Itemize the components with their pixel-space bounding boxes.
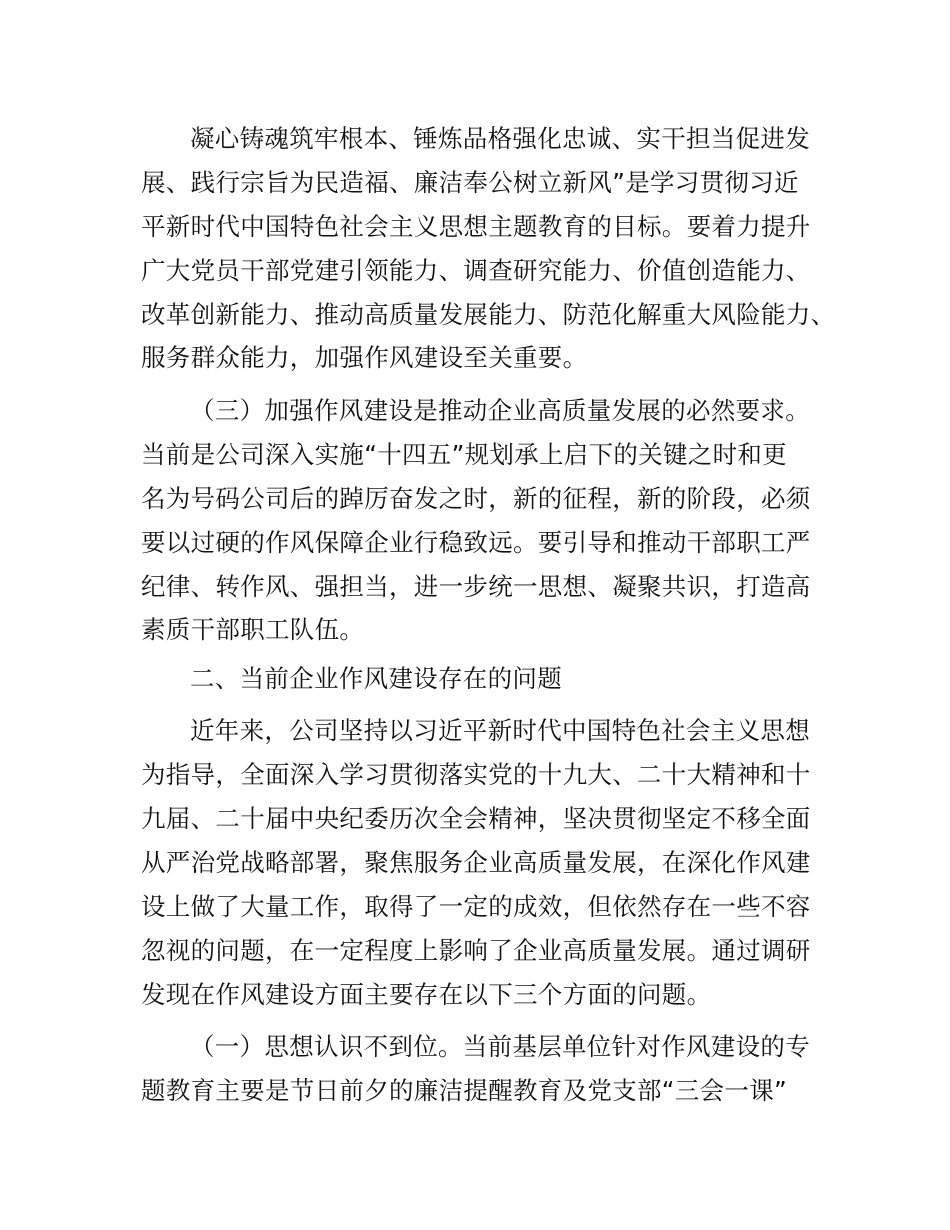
text-line: 凝心铸魂筑牢根本、锤炼品格强化忠诚、实干担当促进发 xyxy=(190,124,810,153)
text-line: 改革创新能力、推动高质量发展能力、防范化解重大风险能力、 xyxy=(141,300,836,329)
text-line: 服务群众能力，加强作风建设至关重要。 xyxy=(141,343,588,372)
text-line: 设上做了大量工作，取得了一定的成效，但依然存在一些不容 xyxy=(141,892,811,921)
text-line: 近年来，公司坚持以习近平新时代中国特色社会主义思想 xyxy=(190,716,810,745)
text-line: 平新时代中国特色社会主义思想主题教育的目标。要着力提升 xyxy=(141,212,811,241)
text-line: 素质干部职工队伍。 xyxy=(141,615,365,644)
text-line: （一）思想认识不到位。当前基层单位针对作风建设的专 xyxy=(190,1032,810,1061)
text-line: 纪律、转作风、强担当，进一步统一思想、凝聚共识，打造高 xyxy=(141,572,811,601)
text-line: 广大党员干部党建引领能力、调查研究能力、价值创造能力、 xyxy=(141,256,811,285)
text-line: （三）加强作风建设是推动企业高质量发展的必然要求。 xyxy=(190,396,810,425)
text-line: 九届、二十届中央纪委历次全会精神，坚决贯彻坚定不移全面 xyxy=(141,804,811,833)
text-line: 二、当前企业作风建设存在的问题 xyxy=(190,664,562,693)
text-line: 发现在作风建设方面主要存在以下三个方面的问题。 xyxy=(141,980,712,1009)
text-line: 要以过硬的作风保障企业行稳致远。要引导和推动干部职工严 xyxy=(141,528,811,557)
text-line: 当前是公司深入实施“十四五”规划承上启下的关键之时和更 xyxy=(141,440,787,469)
text-line: 为指导，全面深入学习贯彻落实党的十九大、二十大精神和十 xyxy=(141,760,811,789)
text-line: 从严治党战略部署，聚焦服务企业高质量发展，在深化作风建 xyxy=(141,848,811,877)
text-line: 名为号码公司后的踔厉奋发之时，新的征程，新的阶段，必须 xyxy=(141,484,811,513)
text-line: 题教育主要是节日前夕的廉洁提醒教育及党支部“三会一课” xyxy=(141,1076,787,1105)
text-line: 忽视的问题，在一定程度上影响了企业高质量发展。通过调研 xyxy=(141,936,811,965)
text-line: 展、践行宗旨为民造福、廉洁奉公树立新风”是学习贯彻习近 xyxy=(141,168,799,197)
